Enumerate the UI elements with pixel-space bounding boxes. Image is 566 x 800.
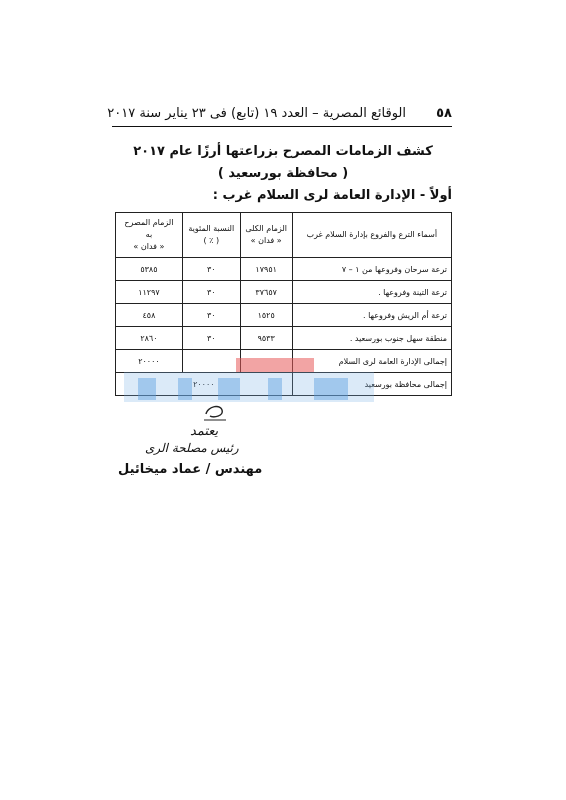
row-name: منطقة سهل جنوب بورسعيد . <box>292 327 451 350</box>
col-header-name: أسماء الترع والفروع بإدارة السلام غرب <box>292 213 451 258</box>
subtotal-row <box>116 350 452 373</box>
document-subtitle: ( محافظة بورسعيد ) <box>217 166 349 181</box>
col-header-percent <box>182 213 240 258</box>
grand-total-allowed: ٢٠٠٠٠ <box>116 373 293 396</box>
col-header-percent-unit: ( ٪ ) <box>203 236 220 245</box>
row-allowed: ٢٨٦٠ <box>116 327 183 350</box>
col-header-total-label: الزمام الكلى <box>245 224 287 233</box>
row-total: ١٥٢٥ <box>240 304 292 327</box>
subtotal-empty-total <box>240 350 292 373</box>
grand-total-label: إجمالى محافظة بورسعيد <box>292 373 451 396</box>
subtotal-allowed: ٢٠٠٠٠ <box>116 350 183 373</box>
col-header-percent-label: النسبة المئوية <box>188 224 235 233</box>
row-allowed: ٤٥٨ <box>116 304 183 327</box>
row-allowed: ٥٣٨٥ <box>116 258 183 281</box>
grand-total-row <box>116 373 452 396</box>
col-header-allowed <box>116 213 183 258</box>
document-title: كشف الزمامات المصرح بزراعتها أرزًا عام ٢٠١٧ <box>133 144 433 159</box>
row-name: ترعة أم الريش وفروعها . <box>292 304 451 327</box>
row-percent: ٣٠ <box>182 327 240 350</box>
row-name: ترعة سرحان وفروعها من ١ – ٧ <box>292 258 451 281</box>
subtotal-label: إجمالى الإدارة العامة لرى السلام <box>292 350 451 373</box>
row-percent: ٣٠ <box>182 258 240 281</box>
row-percent: ٣٠ <box>182 281 240 304</box>
col-header-total-unit: « فدان » <box>250 236 282 245</box>
row-percent: ٣٠ <box>182 304 240 327</box>
quota-table <box>115 212 452 396</box>
table-row <box>116 258 452 281</box>
row-name: ترعة التينة وفروعها . <box>292 281 451 304</box>
table-header-row <box>116 213 452 258</box>
header-rule <box>112 126 452 127</box>
gazette-issue-text: الوقائع المصرية – العدد ١٩ (تابع) فى ٢٣ يناير سنة ٢٠١٧ <box>107 106 406 121</box>
table-row <box>116 281 452 304</box>
subtotal-empty-percent <box>182 350 240 373</box>
row-total: ١٧٩٥١ <box>240 258 292 281</box>
signatory-name: مهندس / عماد ميخائيل <box>118 462 263 477</box>
row-total: ٣٧٦٥٧ <box>240 281 292 304</box>
signatory-role: رئيس مصلحة الرى <box>145 441 239 455</box>
table-row <box>116 327 452 350</box>
page-number: ٥٨ <box>436 106 452 121</box>
col-header-allowed-label: الزمام المصرح به <box>124 218 174 239</box>
row-allowed: ١١٢٩٧ <box>116 281 183 304</box>
section-heading: أولاً - الإدارة العامة لرى السلام غرب : <box>212 188 452 203</box>
approved-label: يعتمد <box>190 424 219 439</box>
table-row <box>116 304 452 327</box>
col-header-allowed-unit: « فدان » <box>133 242 165 251</box>
row-total: ٩٥٣٣ <box>240 327 292 350</box>
col-header-total <box>240 213 292 258</box>
